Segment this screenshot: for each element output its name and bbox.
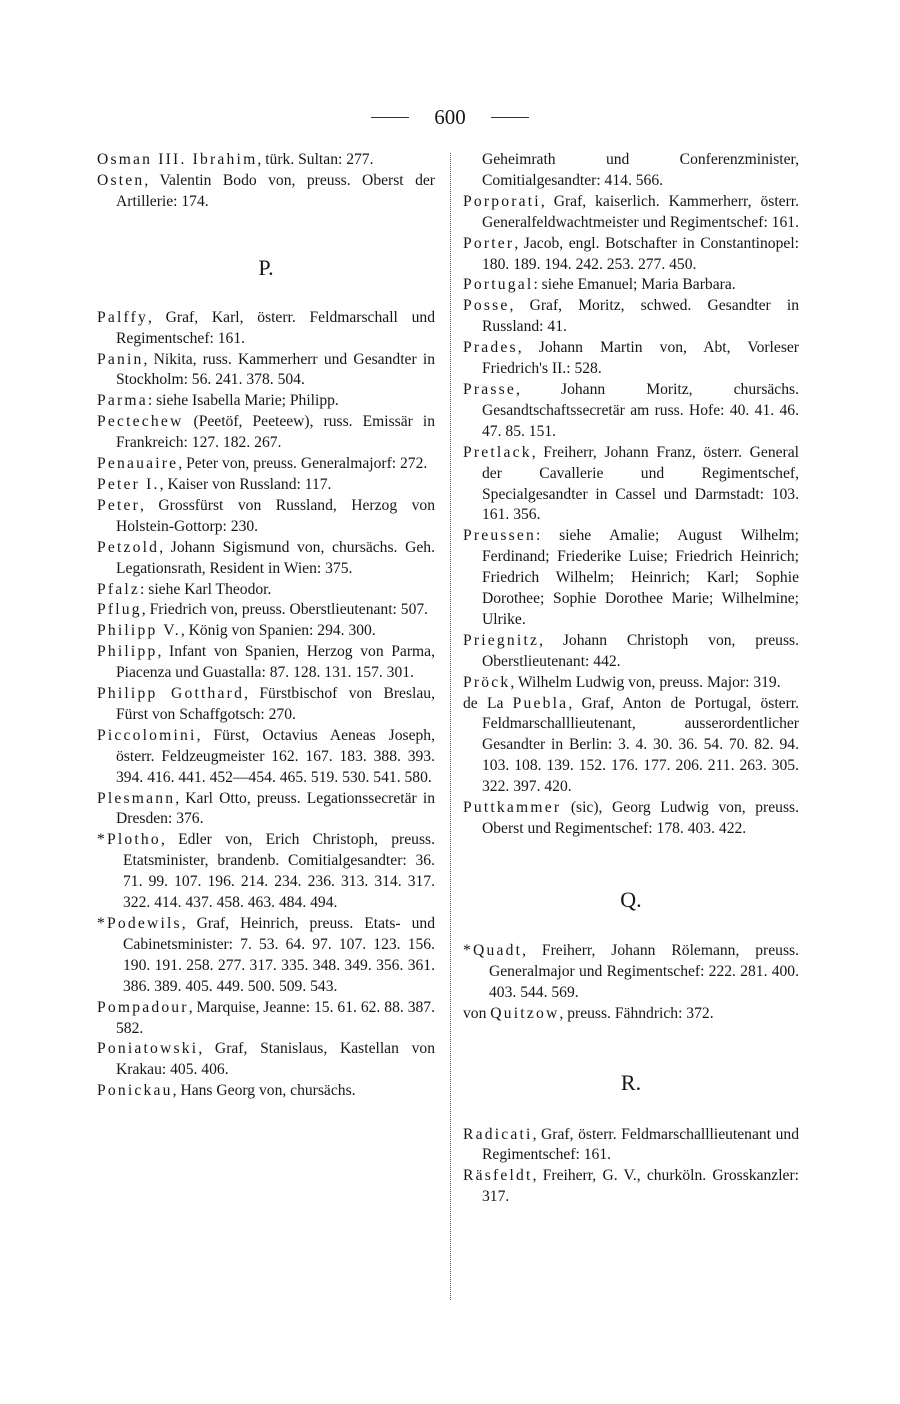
entry-name: Peter I. [97, 475, 160, 493]
entry-text: : siehe Amalie; August Wilhelm; Ferdinand; Friederike Luise; Friedrich Heinrich; Friedrich Wilhelm; Heinrich; Karl; Sophie Dorothee; Sophie Dorothee Marie; Wilhelmine; Ulrike. [482, 527, 799, 628]
entry-text: , Peter von, preuss. Generalmajorf: 272. [178, 455, 428, 473]
index-entry [463, 798, 799, 840]
entry-name: Pompadour [97, 998, 189, 1016]
entry-text: , Johann Moritz, chursächs. Gesandtschaftssecretär am russ. Hofe: 40. 41. 46. 47. 85. 151. [482, 380, 799, 440]
index-entry [463, 1125, 799, 1167]
entry-text: , Johann Martin von, Abt, Vorleser Friedrich's II.: 528. [482, 339, 799, 378]
entry-text: , Graf, Karl, österr. Feldmarschall und Regimentschef: 161. [116, 308, 435, 347]
section-heading: P. [258, 254, 274, 280]
index-entry [97, 454, 435, 475]
index-entry [463, 234, 799, 276]
entry-text: , Grossfürst von Russland, Herzog von Holstein-Gottorp: 230. [116, 496, 435, 535]
entry-name: Ponickau [97, 1082, 173, 1100]
entry-name: Quitzow [490, 1004, 560, 1022]
entry-name: Portugal [463, 276, 534, 294]
entry-text: Geheimrath und Conferenzminister, Comitialgesandter: 414. 566. [482, 151, 799, 189]
entry-name: Posse [463, 297, 510, 315]
index-entry [463, 673, 799, 694]
entry-name: Petzold [97, 538, 160, 556]
index-entry [97, 998, 435, 1040]
section-heading: R. [620, 1069, 642, 1095]
entry-text: , Graf, Anton de Portugal, österr. Feldmarschalllieutenant, ausserordentlicher Gesandter in Berlin: 3. 4. 30. 36. 54. 70. 82. 94. 103. 108. 139. 152. 176. 177. 206. 211. 263. 305. 322. 397. 420. [482, 694, 800, 796]
entry-name: Pflug [97, 601, 142, 619]
index-entry [97, 496, 435, 538]
entry-name: Porporati [463, 192, 541, 210]
index-entry [97, 914, 435, 998]
index-entry-continuation [463, 150, 799, 192]
entry-name: *Plotho [97, 831, 161, 849]
page-header [0, 104, 900, 130]
entry-text: , Johann Christoph von, preuss. Oberstlieutenant: 442. [482, 631, 799, 670]
index-entry [97, 350, 435, 392]
entry-text: , Edler von, Erich Christoph, preuss. Etatsminister, brandenb. Comitialgesandter: 36. 71. 99. 107. 196. 214. 234. 236. 313. 314. 317. 322. 414. 437. 458. 463. 484. 494. [123, 831, 435, 912]
index-entry [97, 538, 435, 580]
entry-text: (sic), Georg Ludwig von, preuss. Oberst und Regimentschef: 178. 403. 422. [482, 799, 799, 837]
entry-name: Philipp [97, 643, 158, 661]
entry-name: Parma [97, 392, 148, 410]
index-entry [463, 631, 799, 673]
entry-text: , preuss. Fähndrich: 372. [559, 1004, 714, 1022]
entry-name: Prasse [463, 380, 517, 398]
entry-text: , Kaiser von Russland: 117. [159, 475, 332, 493]
index-entry [97, 726, 435, 789]
index-entry [97, 1039, 435, 1081]
entry-name: Poniatowski [97, 1040, 199, 1058]
entry-text: : siehe Emanuel; Maria Barbara. [533, 276, 736, 294]
entry-text: , Freiherr, Johann Rölemann, preuss. Generalmajor und Regimentschef: 222. 281. 400. 403. 544. 569. [489, 941, 799, 1001]
entry-text: , Fürst, Octavius Aeneas Joseph, österr. Feldzeugmeister 162. 167. 183. 388. 393. 394. 416. 441. 452—454. 465. 519. 530. 541. 580. [116, 726, 435, 786]
index-entry [97, 171, 435, 213]
entry-text: , Freiherr, G. V., churköln. Grosskanzler: 317. [482, 1167, 799, 1206]
entry-name: Palffy [97, 308, 149, 326]
entry-text: , Hans Georg von, chursächs. [172, 1082, 356, 1100]
index-entry [97, 1081, 435, 1102]
index-entry [97, 150, 435, 171]
index-entry [463, 296, 799, 338]
entry-prefix: von [463, 1004, 491, 1022]
index-entry [97, 308, 435, 350]
index-entry [463, 338, 799, 380]
entry-name: *Quadt [463, 941, 523, 959]
entry-text: , Jacob, engl. Botschafter in Constantinopel: 180. 189. 194. 242. 253. 277. 450. [482, 234, 799, 273]
entry-text: , Graf, Stanislaus, Kastellan von Krakau: 405. 406. [116, 1040, 435, 1079]
entry-text: : siehe Isabella Marie; Philipp. [147, 392, 339, 410]
entry-name: Puebla [512, 694, 569, 712]
left-column [97, 150, 435, 1102]
entry-text: , Infant von Spanien, Herzog von Parma, Piacenza und Guastalla: 87. 128. 131. 157. 301. [116, 643, 435, 682]
entry-name: Puttkammer [463, 799, 562, 817]
entry-text: : siehe Karl Theodor. [140, 580, 272, 598]
column-divider [450, 153, 451, 1300]
entry-name: Räsfeldt [463, 1167, 533, 1185]
entry-text: , Graf, österr. Feldmarschalllieutenant und Regimentschef: 161. [482, 1125, 799, 1164]
section-heading: Q. [620, 886, 642, 912]
entry-name: Pfalz [97, 580, 141, 598]
index-entry [463, 380, 799, 443]
entry-name: Priegnitz [463, 631, 540, 649]
index-entry [97, 642, 435, 684]
entry-text: , Nikita, russ. Kammerherr und Gesandter in Stockholm: 56. 241. 378. 504. [116, 350, 435, 389]
index-entry [463, 1004, 799, 1025]
entry-text: , König von Spanien: 294. 300. [180, 622, 376, 640]
entry-name: Peter [97, 496, 141, 514]
index-entry [97, 475, 435, 496]
index-entry [463, 526, 799, 631]
index-entry [97, 580, 435, 601]
index-entry [463, 443, 799, 527]
index-entry [97, 684, 435, 726]
header-rule-right [491, 117, 529, 118]
entry-name: Osman III. Ibrahim [97, 151, 258, 168]
entry-text: , Graf, kaiserlich. Kammerherr, österr. Generalfeldwachtmeister und Regimentschef: 161. [482, 192, 799, 231]
entry-name: Plesmann [97, 789, 176, 807]
page-number: 600 [434, 105, 466, 129]
entry-name: Pröck [463, 673, 511, 691]
entry-text: , Freiherr, Johann Franz, österr. General der Cavallerie und Regimentschef, Specialgesandter in Cassel und Darmstadt: 103. 161. 356. [482, 443, 799, 524]
entry-text: , Graf, Moritz, schwed. Gesandter in Russland: 41. [482, 297, 799, 336]
entry-name: Porter [463, 234, 515, 252]
entry-name: Panin [97, 350, 144, 368]
entry-name: Philipp Gotthard [97, 685, 245, 703]
index-entry [97, 789, 435, 831]
entry-text: , Karl Otto, preuss. Legationssecretär in Dresden: 376. [116, 789, 435, 828]
entry-name: Pectechew [97, 413, 184, 431]
entry-text: , Graf, Heinrich, preuss. Etats- und Cabinetsminister: 7. 53. 64. 97. 107. 123. 156. 190. 191. 258. 277. 317. 335. 348. 349. 356. 361. 386. 389. 405. 449. 500. 509. 543. [123, 915, 435, 995]
right-column [463, 150, 799, 1208]
entry-name: *Podewils [97, 915, 182, 932]
entry-name: Preussen [463, 527, 537, 545]
index-entry [97, 830, 435, 914]
entry-name: Radicati [463, 1125, 533, 1143]
entry-name: Pretlack [463, 443, 532, 461]
entry-name: Prades [463, 339, 518, 357]
entry-text: , Marquise, Jeanne: 15. 61. 62. 88. 387. 582. [116, 998, 435, 1037]
index-entry [463, 275, 799, 296]
entry-prefix: de La [463, 694, 513, 712]
index-entry [97, 391, 435, 412]
entry-name: Osten [97, 171, 145, 189]
index-entry [97, 412, 435, 454]
entry-name: Piccolomini [97, 726, 197, 744]
index-entry [97, 621, 435, 642]
entry-text: , Wilhelm Ludwig von, preuss. Major: 319. [510, 673, 781, 691]
entry-text: (Peetöf, Peeteew), russ. Emissär in Frankreich: 127. 182. 267. [116, 413, 435, 452]
index-entry [463, 941, 799, 1004]
entry-text: , türk. Sultan: 277. [257, 151, 374, 168]
entry-text: , Friedrich von, preuss. Oberstlieutenant: 507. [141, 601, 429, 619]
entry-text: , Valentin Bodo von, preuss. Oberst der Artillerie: 174. [116, 171, 435, 210]
entry-name: Philipp V. [97, 622, 181, 640]
index-entry [463, 192, 799, 234]
entry-text: , Johann Sigismund von, chursächs. Geh. Legationsrath, Resident in Wien: 375. [116, 538, 435, 577]
header-rule-left [371, 117, 409, 118]
index-entry [97, 600, 435, 621]
index-entry [463, 694, 799, 799]
entry-text: , Fürstbischof von Breslau, Fürst von Schaffgotsch: 270. [116, 685, 435, 723]
index-entry [463, 1166, 799, 1208]
entry-name: Penauaire [97, 455, 179, 473]
